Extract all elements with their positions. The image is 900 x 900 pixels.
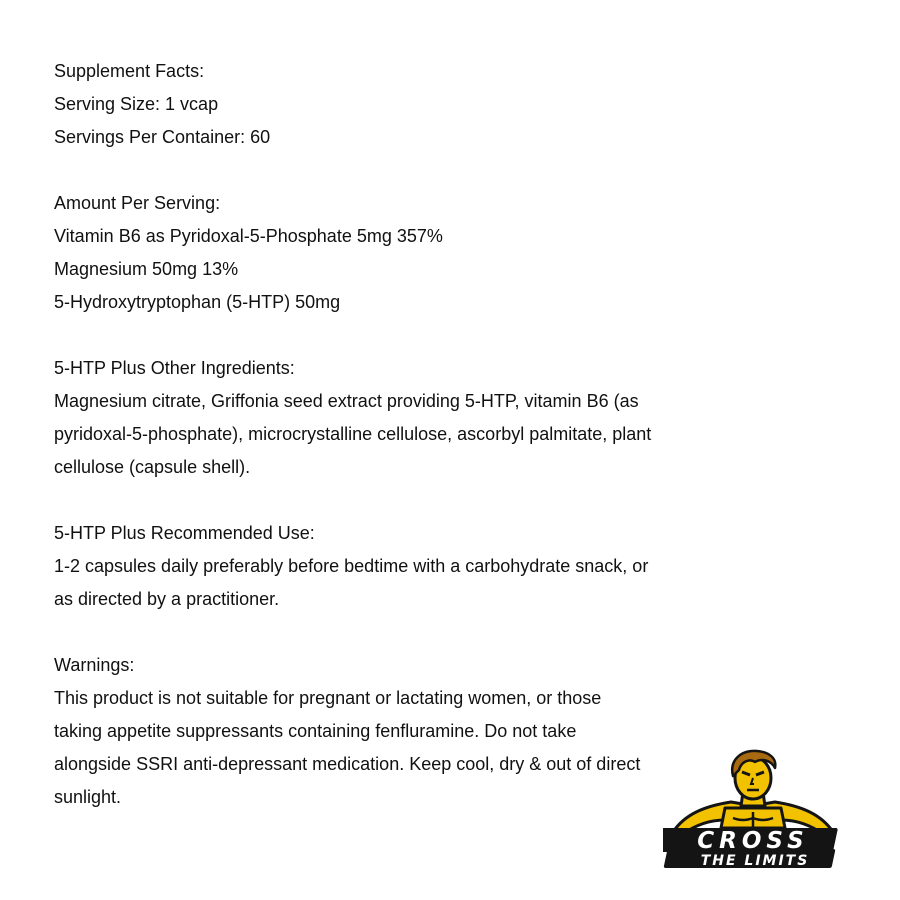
nutrient-item: Magnesium 50mg 13% <box>54 259 239 279</box>
spacer <box>54 154 854 187</box>
cross-the-limits-logo <box>663 748 843 872</box>
warnings-heading: Warnings: <box>54 655 135 675</box>
supplement-document <box>54 55 854 814</box>
recommended-use-text-line: 1-2 capsules daily preferably before bedtime with a carbohydrate snack, or <box>54 556 649 576</box>
ingredients-text-line: pyridoxal-5-phosphate), microcrystalline cellulose, ascorbyl palmitate, plant <box>54 424 652 444</box>
recommended-use-section <box>54 517 854 616</box>
nutrient-item: 5-Hydroxytryptophan (5-HTP) 50mg <box>54 292 341 312</box>
recommended-use-text-line: as directed by a practitioner. <box>54 589 280 609</box>
ingredients-text-line: cellulose (capsule shell). <box>54 457 251 477</box>
other-ingredients-heading: 5-HTP Plus Other Ingredients: <box>54 358 295 378</box>
amount-per-serving-heading: Amount Per Serving: <box>54 193 221 213</box>
nutrient-item: Vitamin B6 as Pyridoxal-5-Phosphate 5mg 357% <box>54 226 443 246</box>
warnings-text-line: taking appetite suppressants containing fenfluramine. Do not take <box>54 721 577 741</box>
spacer <box>54 484 854 517</box>
logo-line1: CROSS <box>697 828 809 854</box>
spacer <box>54 616 854 649</box>
warnings-text-line: This product is not suitable for pregnant or lactating women, or those <box>54 688 602 708</box>
servings-per-container: Servings Per Container: 60 <box>54 127 271 147</box>
recommended-use-heading: 5-HTP Plus Recommended Use: <box>54 523 315 543</box>
supplement-facts-section <box>54 55 854 154</box>
spacer <box>54 319 854 352</box>
serving-size: Serving Size: 1 vcap <box>54 94 219 114</box>
logo-line2: THE LIMITS <box>700 853 810 869</box>
other-ingredients-section <box>54 352 854 484</box>
amount-per-serving-section <box>54 187 854 319</box>
warnings-text-line: sunlight. <box>54 787 122 807</box>
ingredients-text-line: Magnesium citrate, Griffonia seed extract providing 5-HTP, vitamin B6 (as <box>54 391 639 411</box>
supplement-facts-heading: Supplement Facts: <box>54 61 205 81</box>
warnings-text-line: alongside SSRI anti-depressant medication. Keep cool, dry & out of direct <box>54 754 641 774</box>
